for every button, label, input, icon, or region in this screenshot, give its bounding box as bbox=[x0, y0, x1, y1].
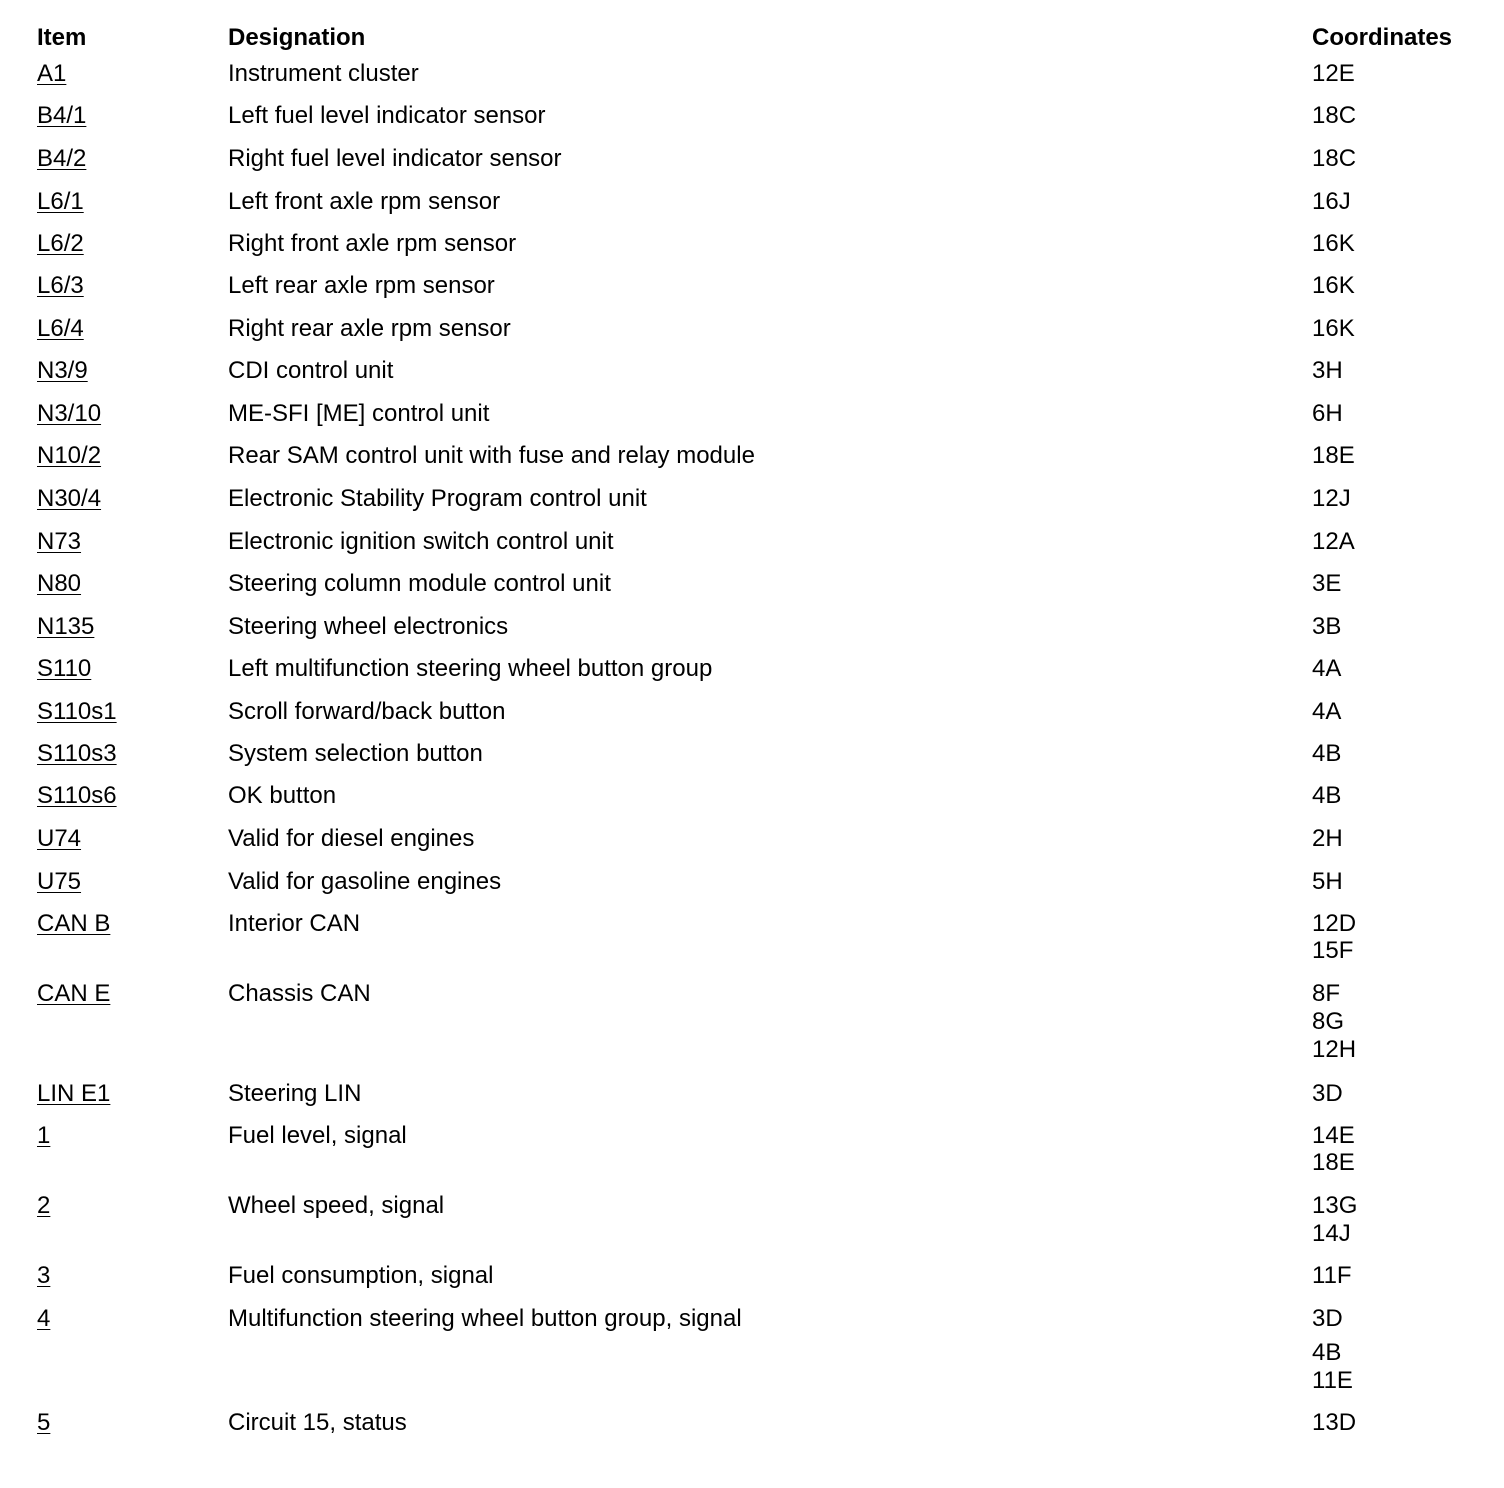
coordinate-value: 3D bbox=[1312, 1305, 1343, 1332]
designation-text: Steering LIN bbox=[228, 1080, 362, 1107]
item-link[interactable]: L6/2 bbox=[37, 230, 84, 257]
item-link[interactable]: LIN E1 bbox=[37, 1080, 111, 1107]
item-link[interactable]: L6/1 bbox=[37, 188, 84, 215]
coordinate-value: 4B bbox=[1312, 782, 1342, 809]
designation-text: Left rear axle rpm sensor bbox=[228, 272, 495, 299]
coordinate-value: 18C bbox=[1312, 102, 1357, 129]
item-link[interactable]: S110s3 bbox=[37, 740, 117, 767]
designation-text: Steering column module control unit bbox=[228, 570, 611, 597]
coordinate-value: 13G bbox=[1312, 1192, 1358, 1219]
coordinate-value: 3E bbox=[1312, 570, 1342, 597]
coordinate-value: 18E bbox=[1312, 442, 1355, 469]
item-link[interactable]: S110s6 bbox=[37, 782, 117, 809]
item-link[interactable]: A1 bbox=[37, 60, 67, 87]
designation-text: Left multifunction steering wheel button group bbox=[228, 655, 713, 682]
designation-text: Left front axle rpm sensor bbox=[228, 188, 501, 215]
designation-text: Fuel consumption, signal bbox=[228, 1262, 494, 1289]
coordinate-value: 2H bbox=[1312, 825, 1343, 852]
designation-text: Left fuel level indicator sensor bbox=[228, 102, 546, 129]
coordinate-value: 12E bbox=[1312, 60, 1355, 87]
item-link[interactable]: N10/2 bbox=[37, 442, 102, 469]
item-link[interactable]: CAN B bbox=[37, 910, 111, 937]
designation-text: CDI control unit bbox=[228, 357, 394, 384]
item-link[interactable]: N30/4 bbox=[37, 485, 102, 512]
item-link[interactable]: 4 bbox=[37, 1305, 51, 1332]
designation-text: Fuel level, signal bbox=[228, 1122, 407, 1149]
item-link[interactable]: L6/4 bbox=[37, 315, 84, 342]
coordinate-value: 16K bbox=[1312, 272, 1355, 299]
coordinate-value: 4A bbox=[1312, 698, 1342, 725]
header-item: Item bbox=[37, 24, 87, 51]
coordinate-value: 12J bbox=[1312, 485, 1351, 512]
coordinate-value: 16K bbox=[1312, 230, 1355, 257]
designation-text: Electronic ignition switch control unit bbox=[228, 528, 614, 555]
item-link[interactable]: CAN E bbox=[37, 980, 111, 1007]
item-link[interactable]: N80 bbox=[37, 570, 82, 597]
designation-text: Instrument cluster bbox=[228, 60, 419, 87]
item-link[interactable]: S110s1 bbox=[37, 698, 117, 725]
coordinate-value: 11E bbox=[1312, 1367, 1353, 1394]
coordinate-value: 14J bbox=[1312, 1220, 1351, 1247]
coordinate-value: 12A bbox=[1312, 528, 1355, 555]
designation-text: Electronic Stability Program control unit bbox=[228, 485, 647, 512]
coordinate-value: 4A bbox=[1312, 655, 1342, 682]
designation-text: Wheel speed, signal bbox=[228, 1192, 445, 1219]
item-link[interactable]: 5 bbox=[37, 1409, 51, 1436]
designation-text: Valid for diesel engines bbox=[228, 825, 475, 852]
table-header bbox=[37, 24, 1477, 56]
designation-text: ME-SFI [ME] control unit bbox=[228, 400, 490, 427]
coordinate-value: 18E bbox=[1312, 1149, 1355, 1176]
designation-text: Valid for gasoline engines bbox=[228, 868, 502, 895]
designation-text: Rear SAM control unit with fuse and relay module bbox=[228, 442, 755, 469]
designation-text: OK button bbox=[228, 782, 337, 809]
coordinate-value: 12H bbox=[1312, 1036, 1357, 1063]
designation-text: Scroll forward/back button bbox=[228, 698, 506, 725]
coordinate-value: 16K bbox=[1312, 315, 1355, 342]
item-link[interactable]: U75 bbox=[37, 868, 82, 895]
item-link[interactable]: 2 bbox=[37, 1192, 51, 1219]
coordinate-value: 11F bbox=[1312, 1262, 1352, 1289]
header-coordinates: Coordinates bbox=[1312, 24, 1453, 51]
coordinate-value: 3H bbox=[1312, 357, 1343, 384]
coordinate-value: 3B bbox=[1312, 613, 1342, 640]
designation-text: Steering wheel electronics bbox=[228, 613, 509, 640]
item-link[interactable]: N3/9 bbox=[37, 357, 88, 384]
item-link[interactable]: L6/3 bbox=[37, 272, 84, 299]
coordinate-value: 13D bbox=[1312, 1409, 1357, 1436]
coordinate-value: 18C bbox=[1312, 145, 1357, 172]
coordinate-value: 14E bbox=[1312, 1122, 1355, 1149]
item-link[interactable]: 1 bbox=[37, 1122, 51, 1149]
designation-text: Circuit 15, status bbox=[228, 1409, 407, 1436]
designation-text: Multifunction steering wheel button group, signal bbox=[228, 1305, 742, 1332]
item-link[interactable]: 3 bbox=[37, 1262, 51, 1289]
coordinate-value: 4B bbox=[1312, 740, 1342, 767]
item-link[interactable]: N73 bbox=[37, 528, 82, 555]
coordinate-value: 15F bbox=[1312, 937, 1354, 964]
coordinate-value: 5H bbox=[1312, 868, 1343, 895]
item-link[interactable]: S110 bbox=[37, 655, 92, 682]
designation-text: Interior CAN bbox=[228, 910, 361, 937]
designation-text: Chassis CAN bbox=[228, 980, 371, 1007]
header-designation: Designation bbox=[228, 24, 366, 51]
coordinate-value: 6H bbox=[1312, 400, 1343, 427]
legend-table bbox=[37, 24, 1477, 1436]
item-link[interactable]: N3/10 bbox=[37, 400, 102, 427]
coordinate-value: 3D bbox=[1312, 1080, 1343, 1107]
coordinate-value: 8F bbox=[1312, 980, 1341, 1007]
item-link[interactable]: U74 bbox=[37, 825, 82, 852]
designation-text: Right rear axle rpm sensor bbox=[228, 315, 511, 342]
item-link[interactable]: B4/2 bbox=[37, 145, 87, 172]
item-link[interactable]: B4/1 bbox=[37, 102, 87, 129]
designation-text: System selection button bbox=[228, 740, 483, 767]
item-link[interactable]: N135 bbox=[37, 613, 95, 640]
coordinate-value: 4B bbox=[1312, 1339, 1342, 1366]
coordinate-value: 16J bbox=[1312, 188, 1351, 215]
coordinate-value: 12D bbox=[1312, 910, 1357, 937]
designation-text: Right front axle rpm sensor bbox=[228, 230, 517, 257]
designation-text: Right fuel level indicator sensor bbox=[228, 145, 562, 172]
coordinate-value: 8G bbox=[1312, 1008, 1345, 1035]
